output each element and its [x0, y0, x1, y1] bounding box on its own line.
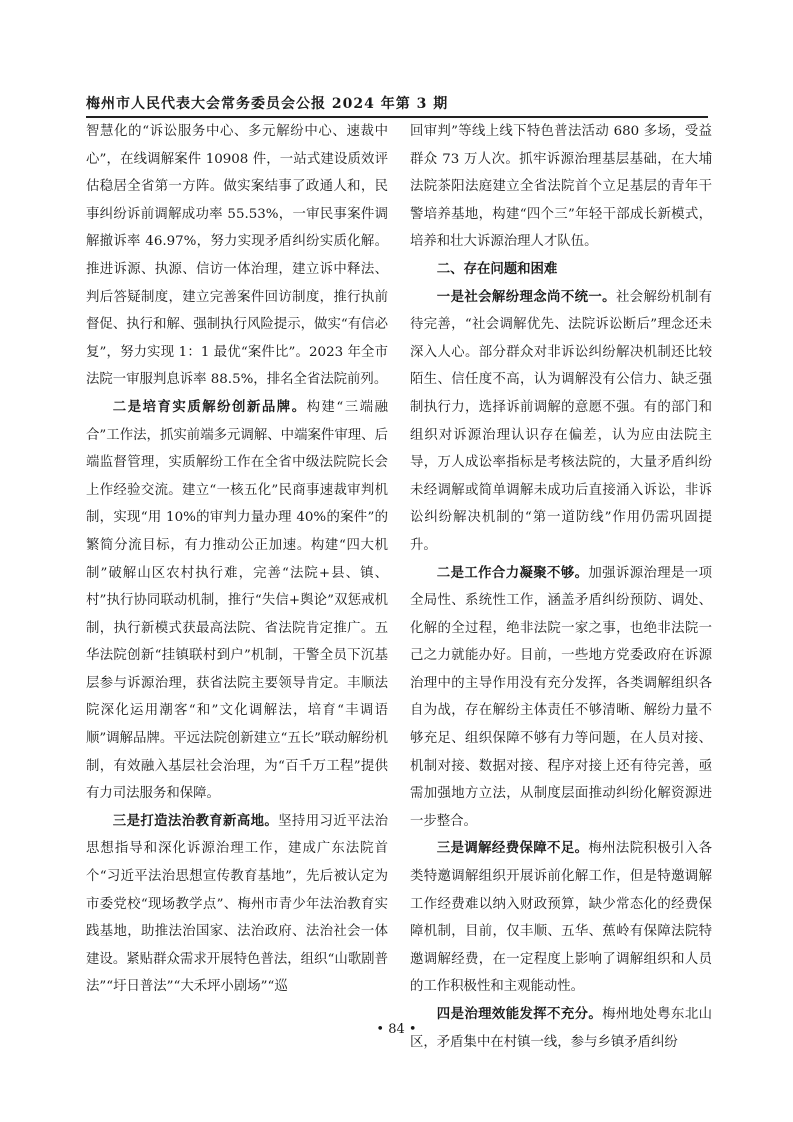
paragraph-lead: 四是治理效能发挥不充分。	[436, 1006, 603, 1022]
page-number: • 84 •	[376, 1022, 417, 1037]
paragraph-body: 梅州法院积极引入各类特邀调解组织开展诉前化解工作，但是特邀调解工作经费难以纳入财政预算，缺少常态化的经费保障机制，目前，仅丰顺、五华、蕉岭有保障法院特邀调解经费，在一定程度上影响了调解组织和人员的工作积极性和主观能动性。	[410, 841, 713, 995]
journal-header: 梅州市人民代表大会常务委员会公报 2024 年第 3 期	[86, 96, 449, 112]
right-column	[410, 118, 712, 1056]
paragraph: 回审判”等线上线下特色普法活动 680 多场，受益群众 73 万人次。抓牢诉源治理基层基础，在大埔法院茶阳法庭建立全省法院首个立足基层的青年干警培养基地，构建“四个三”年轻干部成长新模式，培养和壮大诉源治理人才队伍。	[410, 124, 712, 250]
paragraph	[410, 835, 712, 1001]
paragraph-body: 加强诉源治理是一项全局性、系统性工作，涵盖矛盾纠纷预防、调处、化解的全过程，绝非法院一家之事，也绝非法院一己之力就能办好。目前，一些地方党委政府在诉源治理中的主导作用没有充分发挥，各类调解组织各自为战，存在解纷主体责任不够清晰、解纷力量不够充足、组织保障不够有力等问题，在人员对接、机制对接、数据对接、程序对接上还有待完善，亟需加强地方立法，从制度层面推动纠纷化解资源进一步整合。	[410, 565, 713, 829]
paragraph	[86, 394, 388, 808]
paragraph-body: 坚持用习近平法治思想指导和深化诉源治理工作，建成广东法院首个“习近平法治思想宣传教育基地”，先后被认定为市委党校“现场教学点”、梅州市青少年法治教育实践基地，助推法治国家、法治政府、法治社会一体建设。紧贴群众需求开展特色普法，组织“山歌剧普法”“圩日普法”“大禾坪小剧场”“巡	[86, 813, 389, 995]
paragraph-lead: 三是打造法治教育新高地。	[112, 812, 279, 829]
section-heading: 二、存在问题和困难	[436, 260, 558, 277]
paragraph	[86, 808, 388, 1001]
paragraph-lead: 二是工作合力凝聚不够。	[436, 564, 589, 581]
paragraph-body: 构建“三端融合”工作法，抓实前端多元调解、中端案件审理、后端监督管理，实质解纷工作在全省中级法院院长会上作经验交流。建立“一核五化”民商事速裁审判机制，实现“用 10%的审判力量办理 40%的案件”的繁简分流目标，有力推动公正加速。构建“四大机制”破解山区农村执行难，完善“法院+县、镇、村”执行协同联动机制，推行“失信+舆论”双惩戒机制，执行新模式获最高法院、省法院肯定推广。五华法院创新“挂镇联村到户”机制，干警全员下沉基层参与诉源治理，获省法院主要领导肯定。丰顺法院深化运用潮客“和”文化调解法，培育“丰调语顺”调解品牌。平远法院创新建立“五长”联动解纷机制，有效融入基层社会治理，为“百千万工程”提供有力司法服务和保障。	[86, 399, 388, 802]
left-column	[86, 118, 388, 1001]
paragraph-body: 梅州地处粤东北山区，矛盾集中在村镇一线，参与乡镇矛盾纠纷	[410, 1007, 713, 1050]
paragraph	[410, 284, 712, 560]
paragraph-lead: 三是调解经费保障不足。	[436, 840, 589, 857]
paragraph-lead: 二是培育实质解纷创新品牌。	[112, 398, 307, 415]
paragraph-body: 社会解纷机制有待完善，“社会调解优先、法院诉讼断后”理念还未深入人心。部分群众对非诉讼纠纷解决机制还比较陌生、信任度不高，认为调解没有公信力、缺乏强制执行力，选择诉前调解的意愿不强。有的部门和组织对诉源治理认识存在偏差，认为应由法院主导，万人成讼率指标是考核法院的，大量矛盾纠纷未经调解或简单调解未成功后直接涌入诉讼，非诉讼纠纷解决机制的“第一道防线”作用仍需巩固提升。	[410, 289, 713, 553]
paragraph	[410, 560, 712, 836]
paragraph: 智慧化的“诉讼服务中心、多元解纷中心、速裁中心”，在线调解案件 10908 件，一站式建设质效评估稳居全省第一方阵。做实案结事了政通人和，民事纠纷诉前调解成功率 55.53%，一审民事案件调解撤诉率 46.97%，努力实现矛盾纠纷实质化解。推进诉源、执源、信访一体治理，建立诉中释法、判后答疑制度，建立完善案件回访制度，推行执前督促、执行和解、强制执行风险提示，做实“有信必复”，努力实现 1：1 最优“案件比”。2023 年全市法院一审服判息诉率 88.5%，排名全省法院前列。	[86, 124, 388, 388]
paragraph-lead: 一是社会解纷理念尚不统一。	[436, 288, 616, 305]
